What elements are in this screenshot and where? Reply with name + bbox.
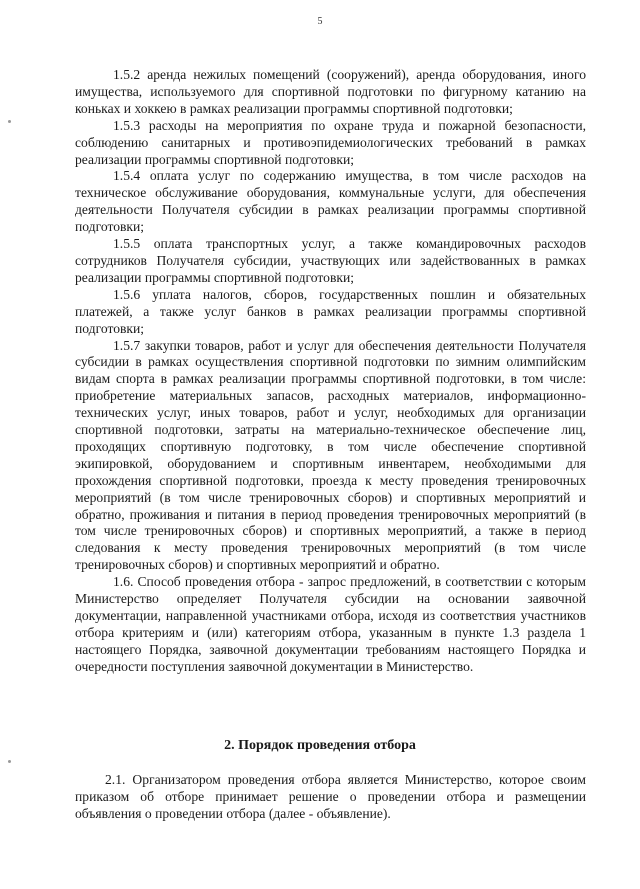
paragraph-1-5-5: 1.5.5 оплата транспортных услуг, а также командировочных расходов сотрудников Получателя субсидии, участвующих или задействованных в рамках реализации программы спортивной подготовки; xyxy=(75,236,586,285)
document-body xyxy=(75,67,586,676)
paragraph-1-6: 1.6. Способ проведения отбора - запрос предложений, в соответствии с которым Министерство определяет Получателя субсидии на основании заявочной документации, направленной участниками отбора, исходя из соответствия участников отбора критериям и (или) категориям отбора, указанным в пункте 1.3 раздела 1 настоящего Порядка, заявочной документации требованиям настоящего Порядка и очередности поступления заявочной документации в Министерство. xyxy=(75,574,586,674)
paragraph-1-5-4: 1.5.4 оплата услуг по содержанию имущества, в том числе расходов на техническое обслуживание оборудования, коммунальные услуги, для обеспечения деятельности Получателя субсидии в рамках реализации программы спортивной подготовки; xyxy=(75,168,586,235)
paragraph-1-5-2: 1.5.2 аренда нежилых помещений (сооружений), аренда оборудования, иного имущества, используемого для спортивной подготовки по фигурному катанию на коньках и хоккею в рамках реализации программы спортивной подготовки; xyxy=(75,67,586,116)
margin-mark xyxy=(8,120,11,123)
paragraph-1-5-6: 1.5.6 уплата налогов, сборов, государственных пошлин и обязательных платежей, а также услуг банков в рамках реализации программы спортивной подготовки; xyxy=(75,286,586,336)
margin-mark xyxy=(8,760,11,763)
section-heading: 2. Порядок проведения отбора xyxy=(224,738,416,753)
paragraph-1-5-3: 1.5.3 расходы на мероприятия по охране труда и пожарной безопасности, соблюдению санитарных и противоэпидемиологических требований в рамках реализации программы спортивной подготовки; xyxy=(75,117,586,167)
paragraph-2-1: 2.1. Организатором проведения отбора является Министерство, которое своим приказом об отборе принимает решение о проведении отбора и размещении объявления о проведении отбора (далее - объявление). xyxy=(75,772,586,821)
paragraph-1-5-7: 1.5.7 закупки товаров, работ и услуг для обеспечения деятельности Получателя субсидии в рамках осуществления спортивной подготовки по зимним олимпийским видам спорта в рамках реализации программы спортивной подготовки, в том числе: приобретение материальных запасов, расходных материалов, информационно-технических услуг, иных товаров, работ и услуг, необходимых для организации спортивной подготовки, затраты на материально-техническое обеспечение лиц, проходящих спортивную подготовку, в том числе обеспечение спортивной экипировкой, оборудованием и спортивным инвентарем, необходимыми для прохождения спортивной подготовки, проезда к месту проведения тренировочных мероприятий (в том числе тренировочных сборов) и спортивных мероприятий и обратно, проживания и питания в период проведения тренировочных мероприятий (в том числе тренировочных сборов) и спортивных мероприятий, а также в период следования к месту проведения тренировочных мероприятий (в том числе тренировочных сборов) и спортивных мероприятий и обратно. xyxy=(75,337,586,573)
page-number: 5 xyxy=(317,16,323,27)
section-body xyxy=(75,772,586,823)
